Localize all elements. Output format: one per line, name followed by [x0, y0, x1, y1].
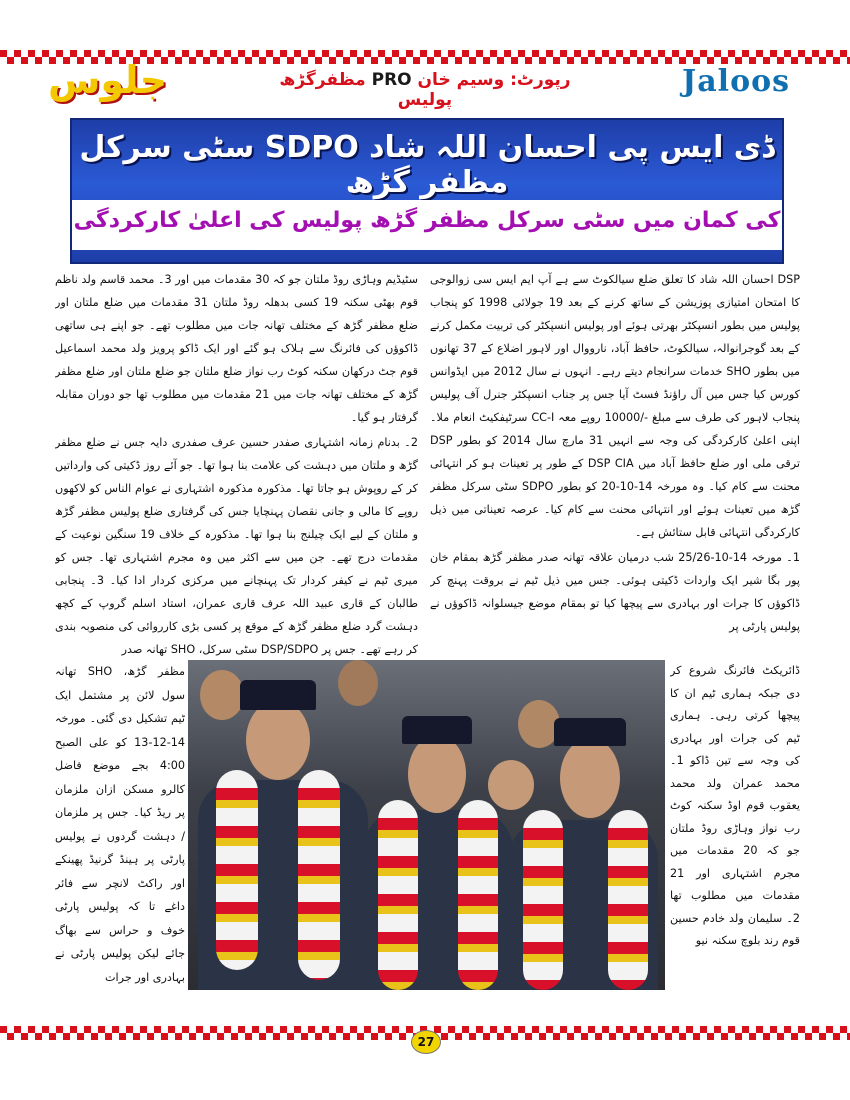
report-pro: PRO [371, 70, 412, 90]
officers-photo [188, 660, 665, 990]
officer-left-face [246, 700, 310, 780]
garland [608, 810, 648, 990]
officer-center-face [408, 735, 466, 813]
officer-right-cap [554, 718, 626, 746]
report-credit [260, 70, 590, 110]
article-paragraph: DSP احسان اللہ شاد کا تعلق ضلع سیالکوٹ سے ہے آپ ایم ایس سی زوالوجی کا امتحان امتیازی پوزیشن کے ساتھ کرنے کے بعد 19 جولائی 1998 کو پنجاب پولیس میں بطور انسپکٹر بھرتی ہوئے اور پولیس انسپکٹر کی تربیت مکمل کرنے کے بعد گوجرانوالہ، سیالکوٹ، حافظ آباد، نارووال اور لاہور اضلاع کے 37 تھانوں میں بطور SHO خدمات سرانجام دیتے رہے۔ انہوں نے سال 2012 میں ایڈوانس کورس کیا جس میں آل راؤنڈ فسٹ آیا جس پر جناب انسپکٹر جنرل آف پولیس پنجاب لاہور کی طرف سے مبلغ -/10000 روپے معہ CC-I سرٹیفکیٹ انعام ملا۔ اپنی اعلیٰ کارکردگی کی وجہ سے انہیں 31 مارچ سال 2014 کو بطور DSP ترقی ملی اور ضلع حافظ آباد میں DSP CIA کے طور پر تعینات ہو کر انتہائی محنت سے کام کیا۔ وہ مورخہ 14-10-20 کو بطور SDPO سٹی سرکل مظفر گڑھ میں تعینات ہوئے اور انتہائی محنت سے کام کیا۔ عرصہ تعیناتی میں ذیل کارکردگی انتہائی قابل ستائش ہے۔ [430, 273, 800, 539]
garland [216, 770, 258, 970]
garland [523, 810, 563, 990]
article-paragraph: 1۔ مورخہ 14-10-25/26 شب درمیان علاقہ تھانہ صدر مظفر گڑھ بمقام خان پور بگا شیر ایک واردات ڈکیتی ہوئی۔ جس میں ذیل ٹیم نے بروقت پہنچ کر ڈاکوؤں کا جرات اور بہادری سے پیچھا کیا تو بمقام موضع جیسلوانہ ڈاکوؤں نے پولیس پارٹی پر [430, 551, 800, 633]
headline-box [70, 118, 784, 264]
article-paragraph: ڈائریکٹ فائرنگ شروع کر دی جبکہ ہماری ٹیم ان کا پیچھا کرتی رہی۔ ہماری ٹیم کی جرات اور بہادری کی وجہ سے تین ڈاکو 1۔ محمد عمران ولد محمد یعقوب قوم اوڈ سکنہ کوٹ رب نواز وہاڑی روڈ ملتان جو کہ 20 مقدمات میں مجرم اشتہاری اور 21 مقدمات میں مطلوب تھا 2۔ سلیمان ولد خادم حسین قوم رند بلوچ سکنہ نیو [670, 664, 800, 947]
report-suffix: مظفرگڑھ پولیس [279, 70, 453, 110]
top-margin [0, 0, 850, 50]
garland [298, 770, 340, 980]
headline-main: ڈی ایس پی احسان اللہ شاد SDPO سٹی سرکل مظفر گڑھ [79, 130, 775, 200]
article-column-left [55, 268, 418, 658]
officer-center-cap [402, 716, 472, 744]
crowd-head [200, 670, 244, 720]
headline-sub: کی کمان میں سٹی سرکل مظفر گڑھ پولیس کی اعلیٰ کارکردگی [73, 208, 781, 233]
officer-left-cap [240, 680, 316, 710]
magazine-logo-urdu: جلوس [48, 58, 168, 102]
article-paragraph: 2۔ بدنام زمانہ اشتہاری صفدر حسین عرف صفدری دایہ جس نے ضلع مظفر گڑھ و ملتان میں دہشت کی علامت بنا ہوا تھا۔ جو آئے روز ڈکیتی کی وارداتیں کر کے روپوش ہو جاتا تھا۔ مذکورہ مذکورہ اشتہاری نے عوام الناس کو لاکھوں روپے کا مالی و جانی نقصان پہنچایا جس کی گرفتاری ضلع پولیس مظفر گڑھ و ملتان کے لیے ایک چیلنج بنا ہوا تھا۔ مذکورہ کے خلاف 19 سنگین نوعیت کے مقدمات درج تھے۔ جن میں سے اکثر میں وہ مجرم اشتہاری تھا۔ جس کو میری ٹیم نے کیفر کردار تک پہنچانے میں مرکزی کردار ادا کیا۔ 3۔ پنجابی طالبان کے قاری عبید اللہ عرف قاری عمران، استاد اسلم گروپ کے کچھ دہشت گرد ضلع مظفر گڑھ کے موقع پر کسی بڑی کارروائی کی منصوبہ بندی کر رہے تھے۔ جس پر DSP/SDPO سٹی سرکل، SHO تھانہ صدر [55, 436, 418, 656]
officer-right-face [560, 738, 620, 818]
report-prefix: رپورٹ: وسیم خان [417, 70, 571, 90]
page-number: 27 [411, 1030, 441, 1054]
garland [378, 800, 418, 990]
garland [458, 800, 498, 990]
article-column-right-narrow [670, 660, 800, 1032]
article-paragraph: مظفر گڑھ، SHO تھانہ سول لائن پر مشتمل ایک ٹیم تشکیل دی گئی۔ مورخہ 14-12-13 کو علی الصبح 4:00 بجے موضع فاضل کالرو مسکن ازان ملزمان پر ریڈ کیا۔ جس پر ملزمان / دہشت گردوں نے پولیس پارٹی پر ہینڈ گرنیڈ پھینکے اور راکٹ لانچر سے فائر داغے تا کہ پولیس پارٹی خوف و حراس سے بھاگ جائے لیکن پولیس پارٹی نے بہادری اور جرات [55, 665, 185, 984]
magazine-logo-english: Jaloos [682, 64, 790, 99]
article-paragraph: سٹیڈیم وہاڑی روڈ ملتان جو کہ 30 مقدمات میں اور 3۔ محمد قاسم ولد ناظم قوم بھٹی سکنہ 19 کسی بدھلہ روڈ ملتان 31 مقدمات میں ضلع ملتان اور ضلع مظفر گڑھ کے مختلف تھانہ جات میں مطلوب تھے۔ جو اپنے ہی ساتھی ڈاکوؤں کی فائرنگ سے ہلاک ہو گئے اور ایک ڈاکو پرویز ولد محمد اسماعیل قوم جٹ درکھان سکنہ کوٹ رب نواز ضلع ملتان جو ضلع ملتان اور ضلع مظفر گڑھ کے مختلف تھانہ جات میں 21 مقدمات میں مطلوب تھا جو دوران مقابلہ گرفتار ہو گیا۔ [55, 273, 418, 424]
crowd-head [488, 760, 534, 810]
article-column-right [430, 268, 800, 658]
article-column-left-narrow [55, 660, 185, 1032]
crowd-head [338, 660, 378, 706]
